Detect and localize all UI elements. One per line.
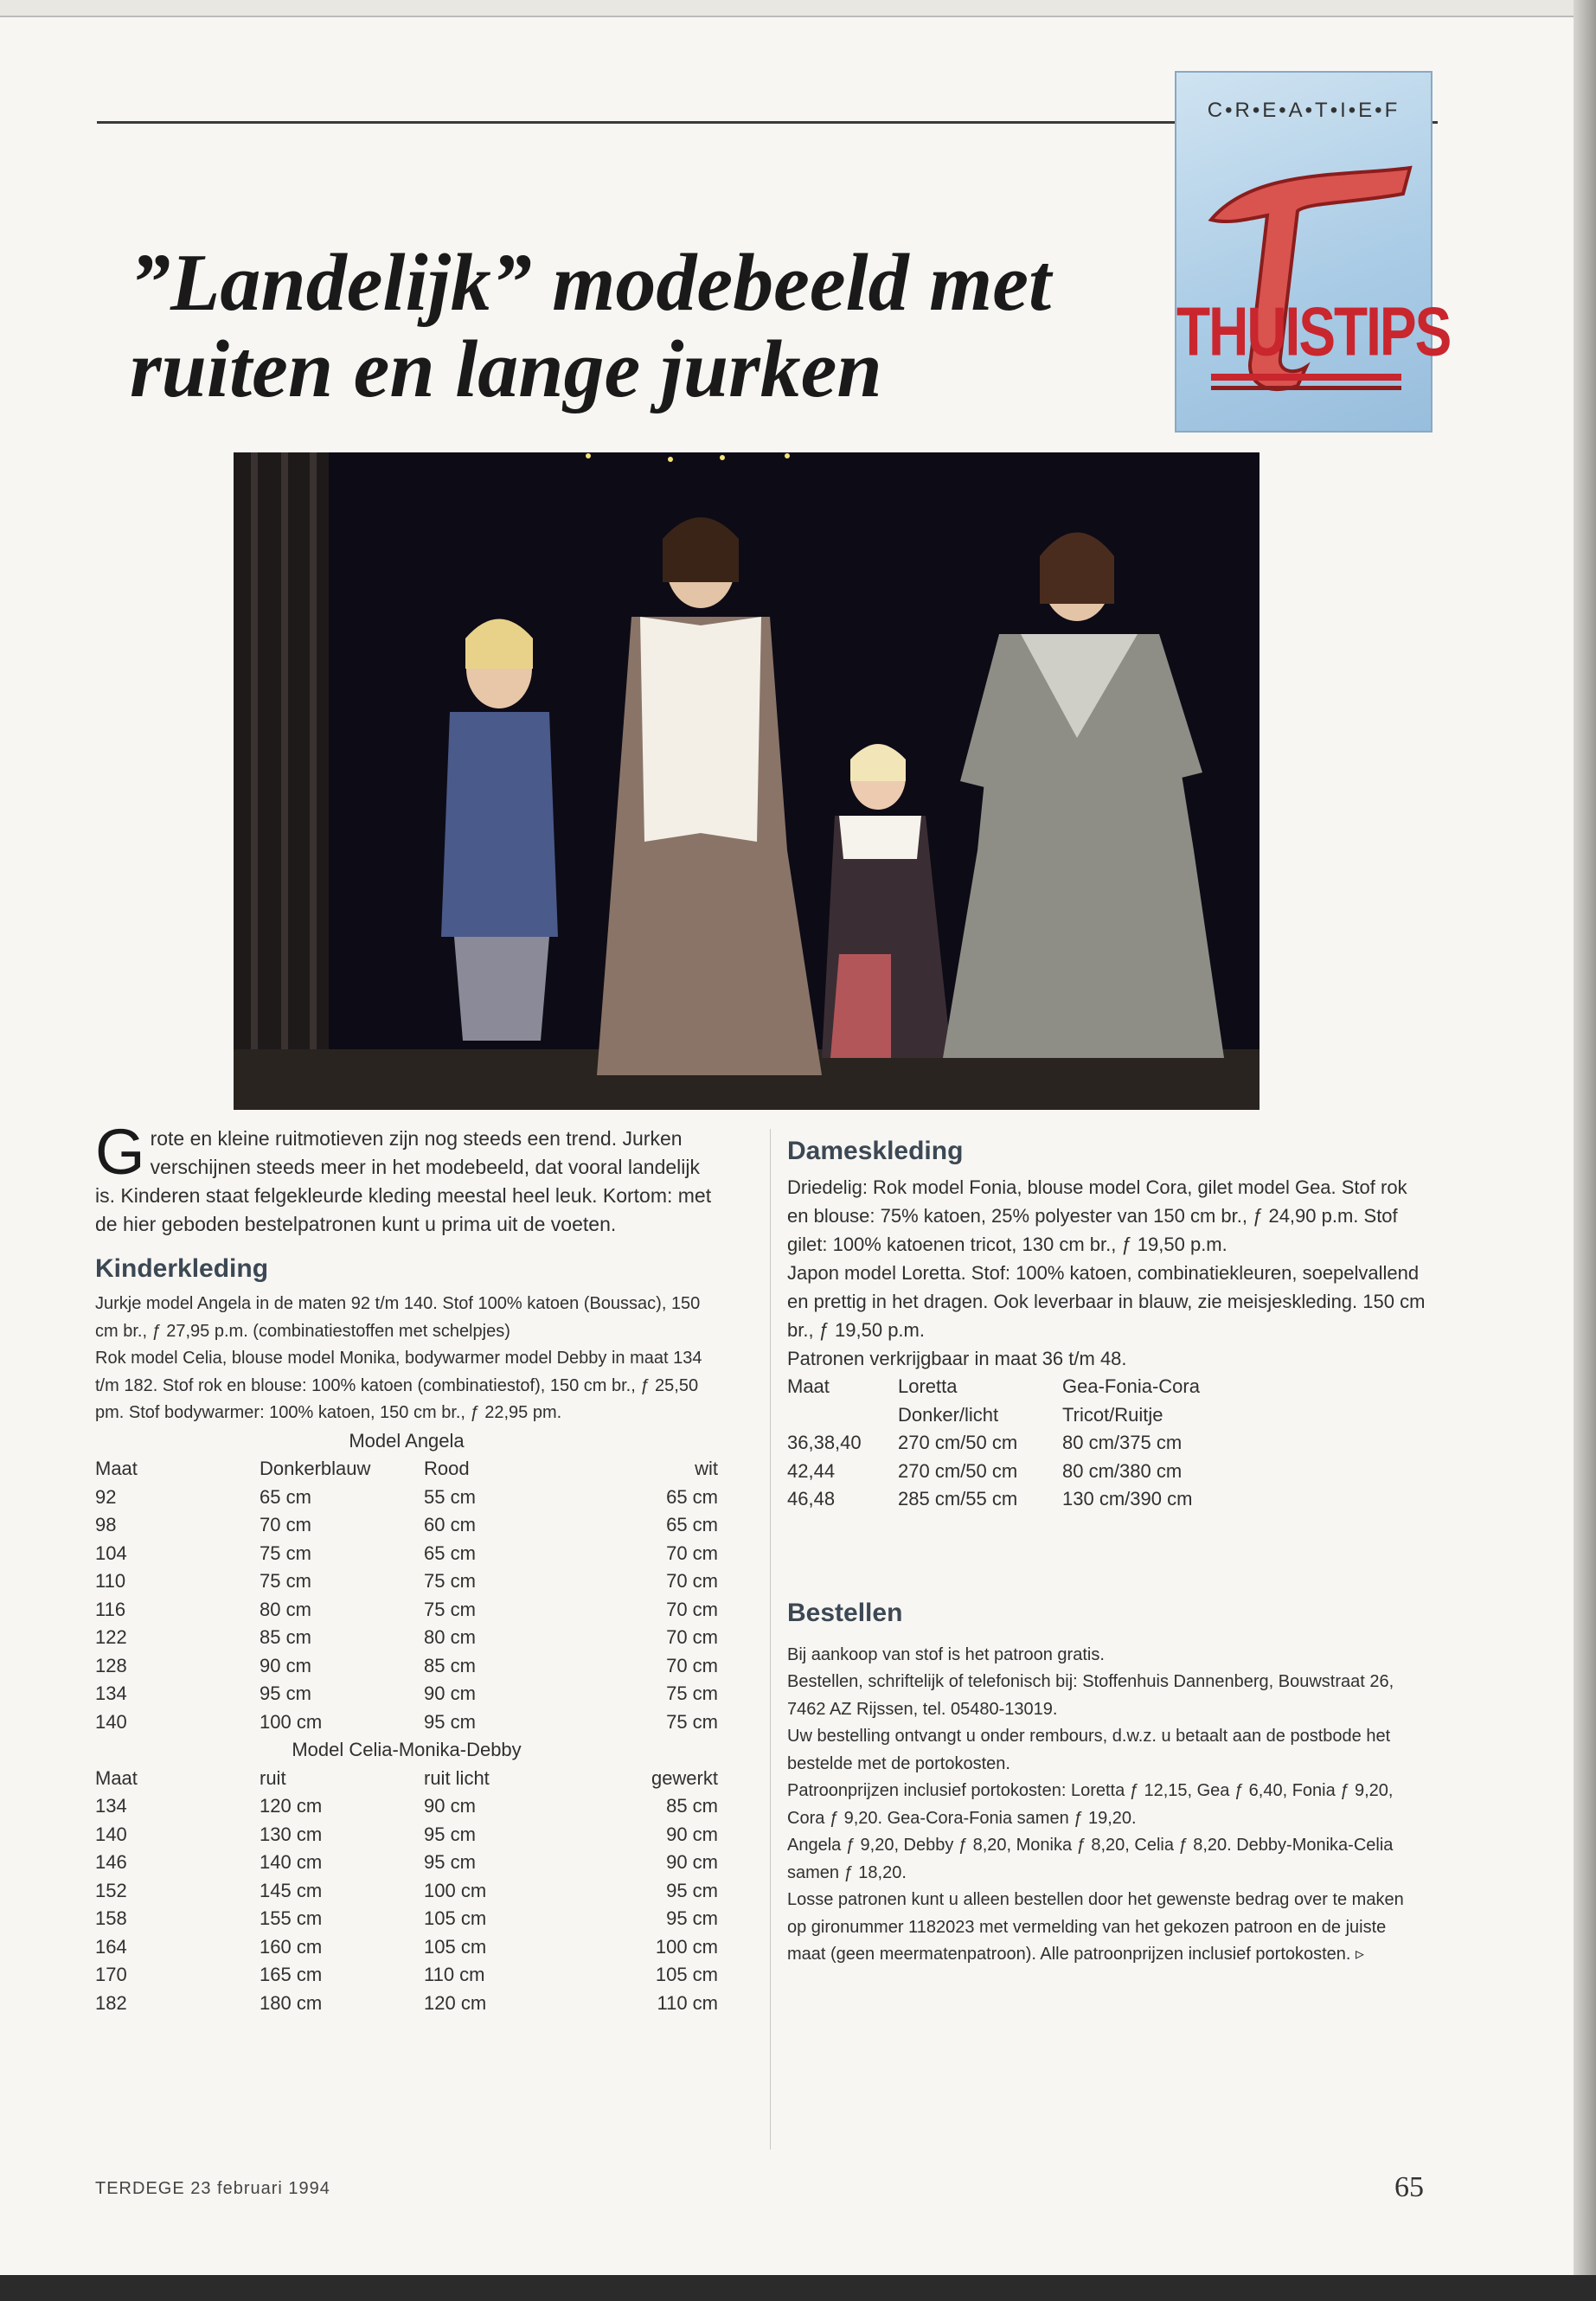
- table-header-cell: wit: [695, 1458, 718, 1479]
- table-cell: 70 cm: [666, 1598, 718, 1620]
- table-cell: 90 cm: [260, 1654, 311, 1676]
- table-cell: 80 cm/380 cm: [1062, 1459, 1183, 1482]
- table-cell: 165 cm: [260, 1964, 323, 1985]
- table-cell: 152: [95, 1879, 127, 1901]
- table-cell: 130 cm/390 cm: [1062, 1488, 1193, 1509]
- table-header-cell: Maat: [95, 1458, 138, 1479]
- article-photo: [234, 452, 1259, 1110]
- table-row: [95, 1821, 718, 1849]
- page-top-edge: [0, 0, 1596, 17]
- table-row: [95, 1990, 718, 2018]
- intro-paragraph: [95, 1116, 718, 1239]
- table-cell: 122: [95, 1626, 127, 1648]
- dames-paragraph-3: Patronen verkrijgbaar in maat 36 t/m 48.: [787, 1348, 1127, 1369]
- table-cell: 180 cm: [260, 1991, 323, 2014]
- table-cell: 170: [95, 1964, 127, 1985]
- table-cell: 36,38,40: [787, 1432, 862, 1453]
- table-cell: 120 cm: [260, 1795, 323, 1817]
- table-row: [95, 1961, 718, 1990]
- table-row: [95, 1877, 718, 1906]
- table-header-cell: Donkerblauw: [260, 1458, 371, 1479]
- celia-table-caption: Model Celia-Monika-Debby: [292, 1739, 522, 1760]
- logo-kicker: C•R•E•A•T•I•E•F: [1207, 99, 1401, 122]
- table-cell: 70 cm: [666, 1626, 718, 1648]
- table-row: [95, 1680, 718, 1708]
- table-cell: 95 cm: [424, 1823, 476, 1845]
- table-cell: 70 cm: [260, 1514, 311, 1535]
- table-cell: 95 cm: [260, 1682, 311, 1704]
- dames-size-table: [787, 1373, 1270, 1514]
- table-cell: 75 cm: [424, 1570, 476, 1592]
- table-header-cell: Maat: [787, 1375, 830, 1397]
- table-row: [95, 1792, 718, 1821]
- table-cell: 140 cm: [260, 1851, 323, 1873]
- table-row: [95, 1511, 718, 1540]
- angela-size-table: [95, 1427, 718, 2018]
- table-row: [95, 1484, 718, 1512]
- left-column: [95, 1116, 718, 2017]
- table-header-cell: Tricot/Ruitje: [1062, 1403, 1163, 1426]
- right-column: [787, 1135, 1427, 1969]
- table-header-row: [95, 1765, 718, 1793]
- table-row: [95, 1933, 718, 1962]
- table-header-cell: ruit: [260, 1766, 286, 1789]
- table-row: [95, 1624, 718, 1652]
- table-cell: 90 cm: [666, 1851, 718, 1873]
- table-cell: 146: [95, 1851, 127, 1873]
- table-cell: 110: [95, 1570, 126, 1592]
- kinder-paragraph-2: Rok model Celia, blouse model Monika, bodywarmer model Debby in maat 134 t/m 182. Stof rok en blouse: 100% katoen (combinatiestof), 150 cm br., ƒ 25,50 pm. Stof bodywarmer: 100% katoen, 150 cm br., ƒ 22,95 pm.: [95, 1349, 702, 1422]
- logo-wordmark: THUISTIPS: [1176, 292, 1451, 370]
- page-bottom-edge: [0, 2275, 1596, 2301]
- table-cell: 120 cm: [424, 1991, 487, 2014]
- dames-paragraph-2: Japon model Loretta. Stof: 100% katoen, combinatiekleuren, soepelvallend en prettig in het dragen. Ook leverbaar in blauw, zie meisjeskleding. 150 cm br., ƒ 19,50 p.m.: [787, 1262, 1426, 1341]
- table-row: [95, 1905, 718, 1933]
- table-cell: 130 cm: [260, 1823, 323, 1845]
- kinder-paragraph-1: Jurkje model Angela in de maten 92 t/m 140. Stof 100% katoen (Boussac), 150 cm br., ƒ 27,95 p.m. (combinatiestoffen met schelpjes): [95, 1294, 701, 1341]
- table-cell: 92: [95, 1485, 117, 1508]
- table-cell: 128: [95, 1654, 127, 1676]
- intro-text: rote en kleine ruitmotieven zijn nog steeds een trend. Jurken verschijnen steeds meer in het modebeeld, dat vooral landelijk is. Kinderen staat felgekleurde kleding meestal heel leuk. Kortom: met de hier geboden bestelpatronen kunt u prima uit de voeten.: [95, 1127, 712, 1235]
- table-header-cell: Gea-Fonia-Cora: [1062, 1375, 1200, 1397]
- bestellen-paragraph-6: Losse patronen kunt u alleen bestellen door het gewenste bedrag over te maken op gironummer 1182023 met vermelding van het gekozen patroon en de juiste maat (geen meermatenpatroon). Alle patroonprijzen inclusief portokosten. ▹: [787, 1890, 1404, 1964]
- bestellen-paragraph-2: Bestellen, schriftelijk of telefonisch bij: Stoffenhuis Dannenberg, Bouwstraat 26, 7462 AZ Rijssen, tel. 05480-13019.: [787, 1672, 1394, 1719]
- table-header-row: [787, 1401, 1270, 1430]
- table-cell: 110 cm: [657, 1991, 718, 2014]
- table-row: [95, 1540, 718, 1568]
- table-cell: 75 cm: [666, 1682, 718, 1704]
- table-row: [95, 1652, 718, 1681]
- page-number: 65: [1394, 2171, 1424, 2203]
- table-cell: 105 cm: [424, 1907, 487, 1929]
- heading-kinderkleding: Kinderkleding: [95, 1254, 269, 1283]
- bestellen-paragraph-5: Angela ƒ 9,20, Debby ƒ 8,20, Monika ƒ 8,20, Celia ƒ 8,20. Debby-Monika-Celia samen ƒ 18,20.: [787, 1836, 1394, 1882]
- table-cell: 75 cm: [260, 1541, 311, 1564]
- table-row: [95, 1708, 718, 1737]
- table-cell: 158: [95, 1907, 127, 1929]
- table-cell: 85 cm: [260, 1626, 311, 1648]
- table-header-cell: Maat: [95, 1766, 138, 1789]
- table-cell: 85 cm: [424, 1654, 476, 1676]
- table-cell: 105 cm: [655, 1964, 718, 1985]
- table-cell: 116: [95, 1598, 126, 1620]
- table-cell: 90 cm: [666, 1823, 718, 1845]
- table-cell: 98: [95, 1514, 117, 1535]
- bestellen-paragraph-1: Bij aankoop van stof is het patroon gratis.: [787, 1644, 1105, 1664]
- table-cell: 80 cm: [424, 1626, 476, 1648]
- table-cell: 55 cm: [424, 1485, 476, 1508]
- table-cell: 85 cm: [666, 1795, 718, 1817]
- heading-bestellen: Bestellen: [787, 1598, 903, 1627]
- table-cell: 182: [95, 1991, 127, 2014]
- angela-table-caption: Model Angela: [349, 1429, 465, 1452]
- heading-dameskleding: Dameskleding: [787, 1137, 964, 1165]
- table-cell: 65 cm: [260, 1485, 311, 1508]
- logo-t-icon: [1176, 73, 1451, 434]
- table-cell: 95 cm: [424, 1710, 476, 1733]
- table-cell: 70 cm: [666, 1541, 718, 1564]
- bestellen-paragraph-4: Patroonprijzen inclusief portokosten: Loretta ƒ 12,15, Gea ƒ 6,40, Fonia ƒ 9,20, Cora ƒ 9,20. Gea-Cora-Fonia samen ƒ 19,20.: [787, 1781, 1394, 1828]
- table-cell: 145 cm: [260, 1879, 323, 1901]
- table-header-cell: [787, 1401, 898, 1430]
- table-cell: 75 cm: [424, 1598, 476, 1620]
- table-cell: 70 cm: [666, 1654, 718, 1676]
- drop-cap: G: [95, 1116, 145, 1188]
- table-cell: 65 cm: [666, 1514, 718, 1535]
- table-cell: 134: [95, 1795, 127, 1817]
- table-header-row: [787, 1373, 1270, 1401]
- table-cell: 65 cm: [424, 1541, 476, 1564]
- table-row: [95, 1567, 718, 1596]
- table-cell: 65 cm: [666, 1485, 718, 1508]
- table-cell: 270 cm/50 cm: [898, 1459, 1018, 1482]
- table-cell: 90 cm: [424, 1682, 476, 1704]
- table-cell: 80 cm/375 cm: [1062, 1432, 1183, 1453]
- table-cell: 95 cm: [666, 1907, 718, 1929]
- table-cell: 100 cm: [424, 1879, 487, 1901]
- table-row: [787, 1458, 1270, 1486]
- table-cell: 104: [95, 1541, 127, 1564]
- table-cell: 42,44: [787, 1459, 836, 1482]
- table-row: [787, 1485, 1270, 1514]
- table-header-cell: ruit licht: [424, 1766, 490, 1789]
- table-header-row: [95, 1455, 718, 1484]
- table-cell: 105 cm: [424, 1935, 487, 1958]
- table-header-cell: Donker/licht: [898, 1403, 999, 1426]
- table-cell: 100 cm: [260, 1710, 323, 1733]
- headline-line-2: ruiten en lange jurken: [130, 324, 882, 414]
- table-row: [787, 1429, 1270, 1458]
- table-cell: 75 cm: [666, 1710, 718, 1733]
- headline-line-1: ”Landelijk” modebeeld met: [130, 238, 1052, 328]
- table-header-cell: Rood: [424, 1458, 470, 1479]
- table-row: [95, 1849, 718, 1877]
- table-cell: 270 cm/50 cm: [898, 1432, 1018, 1453]
- table-cell: 95 cm: [424, 1851, 476, 1873]
- page-right-edge: [1574, 0, 1596, 2301]
- bestellen-paragraph-3: Uw bestelling ontvangt u onder rembours, d.w.z. u betaalt aan de postbode het bestelde met de portokosten.: [787, 1727, 1391, 1773]
- column-divider: [770, 1129, 771, 2150]
- table-header-cell: gewerkt: [651, 1766, 718, 1789]
- table-cell: 46,48: [787, 1488, 836, 1509]
- bestellen-text: [787, 1642, 1427, 1969]
- table-cell: 285 cm/55 cm: [898, 1488, 1018, 1509]
- table-cell: 60 cm: [424, 1514, 476, 1535]
- table-cell: 95 cm: [666, 1879, 718, 1901]
- publication-footer: TERDEGE 23 februari 1994: [95, 2179, 330, 2198]
- table-cell: 70 cm: [666, 1570, 718, 1592]
- table-cell: 80 cm: [260, 1598, 311, 1620]
- table-cell: 164: [95, 1935, 127, 1958]
- table-cell: 90 cm: [424, 1795, 476, 1817]
- table-header-cell: Loretta: [898, 1375, 958, 1397]
- table-cell: 110 cm: [424, 1964, 485, 1985]
- dames-paragraph-1: Driedelig: Rok model Fonia, blouse model Cora, gilet model Gea. Stof rok en blouse: 75% katoen, 25% polyester van 150 cm br., ƒ 24,90 p.m. Stof gilet: 100% katoenen tricot, 130 cm br., ƒ 19,50 p.m.: [787, 1176, 1407, 1255]
- table-cell: 140: [95, 1823, 127, 1845]
- table-cell: 155 cm: [260, 1907, 323, 1929]
- table-cell: 134: [95, 1682, 127, 1704]
- creatief-thuistips-logo: [1175, 71, 1451, 433]
- article-headline: [130, 240, 1133, 413]
- table-cell: 100 cm: [655, 1935, 718, 1958]
- table-cell: 75 cm: [260, 1570, 311, 1592]
- table-row: [95, 1596, 718, 1625]
- table-cell: 140: [95, 1710, 127, 1733]
- table-cell: 160 cm: [260, 1935, 323, 1958]
